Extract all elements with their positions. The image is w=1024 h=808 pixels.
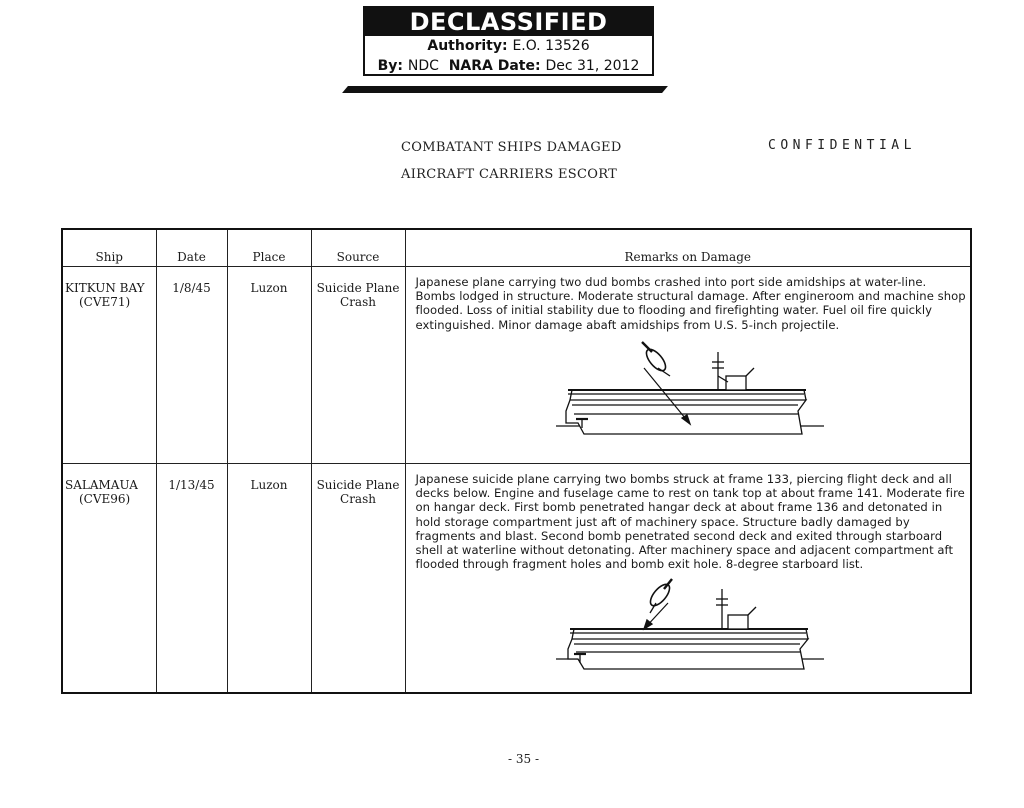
column-header-ship: Ship — [62, 229, 156, 267]
carrier-damage-diagram — [406, 577, 966, 683]
source-line1: Suicide Plane — [316, 281, 400, 295]
source-cell — [311, 464, 405, 694]
remarks-cell — [405, 267, 971, 464]
island-superstructure — [728, 615, 748, 629]
declassified-stamp — [363, 6, 654, 76]
remarks-text: Japanese suicide plane carrying two bombs struck at frame 133, piercing flight deck and all decks below. Engine and fuselage came to rest on tank top at about frame 141. Moderate fire on hangar deck. First bomb penetrated hangar deck at about frame 136 and detonated in hold storage compartment just aft of machinery space. Structure badly damaged by fragments and blast. Second bomb penetrated second deck and exited through starboard shell at waterline without detonating. After machinery space and adjacent compartment aft flooded through fragment holes and bomb exit hole. 8-degree starboard list. — [415, 472, 965, 572]
remarks-text: Japanese plane carrying two dud bombs crashed into port side amidships at water-line. Bombs lodged in structure. Moderate structural damage. After engineroom and machine shop flooded. Loss of initial stability due to flooding and firefighting water. Fuel oil fire quickly extinguished. Minor damage abaft amidships from U.S. 5-inch projectile. — [415, 275, 966, 332]
ship-name: SALAMAUA — [65, 478, 138, 492]
ship-name: KITKUN BAY — [65, 281, 145, 295]
ship-cell — [62, 464, 156, 694]
remarks-cell — [405, 464, 971, 694]
document-title-line1: COMBATANT SHIPS DAMAGED — [401, 140, 622, 155]
damage-table — [61, 228, 972, 694]
stamp-authority-label: Authority: — [427, 38, 508, 54]
place-cell — [227, 267, 311, 464]
classification-marking: CONFIDENTIAL — [768, 138, 916, 153]
source-line2: Crash — [340, 295, 376, 309]
stamp-nara-label: NARA Date: — [448, 58, 541, 74]
hull-number: (CVE71) — [79, 295, 131, 309]
column-header-source: Source — [311, 229, 405, 267]
column-header-remarks: Remarks on Damage — [405, 229, 971, 267]
carrier-damage-diagram — [406, 338, 966, 444]
stamp-nara-value: Dec 31, 2012 — [545, 58, 640, 74]
hull-number: (CVE96) — [79, 492, 131, 506]
stamp-authority-line — [365, 36, 652, 56]
table-row — [62, 464, 971, 694]
date-cell — [156, 464, 227, 694]
table-header-row — [62, 229, 971, 267]
date-cell — [156, 267, 227, 464]
ship-cell — [62, 267, 156, 464]
date-value: 1/8/45 — [172, 281, 211, 295]
stamp-title: DECLASSIFIED — [365, 8, 652, 36]
stamp-authority-value: E.O. 13526 — [512, 38, 590, 54]
source-line1: Suicide Plane — [316, 478, 400, 492]
stamp-by-label: By: — [377, 58, 404, 74]
stamp-by-line — [365, 56, 652, 76]
stamp-underline-bar — [342, 86, 668, 93]
page-number: - 35 - — [508, 752, 540, 766]
column-header-place: Place — [227, 229, 311, 267]
place-cell — [227, 464, 311, 694]
aircraft-silhouette — [643, 346, 669, 374]
place-value: Luzon — [250, 478, 288, 492]
source-cell — [311, 267, 405, 464]
island-superstructure — [726, 376, 746, 390]
place-value: Luzon — [250, 281, 288, 295]
aircraft-silhouette — [647, 582, 673, 610]
table-row — [62, 267, 971, 464]
date-value: 1/13/45 — [168, 478, 215, 492]
document-title-line2: AIRCRAFT CARRIERS ESCORT — [401, 167, 618, 182]
source-line2: Crash — [340, 492, 376, 506]
column-header-date: Date — [156, 229, 227, 267]
stamp-by-value: NDC — [407, 58, 439, 74]
